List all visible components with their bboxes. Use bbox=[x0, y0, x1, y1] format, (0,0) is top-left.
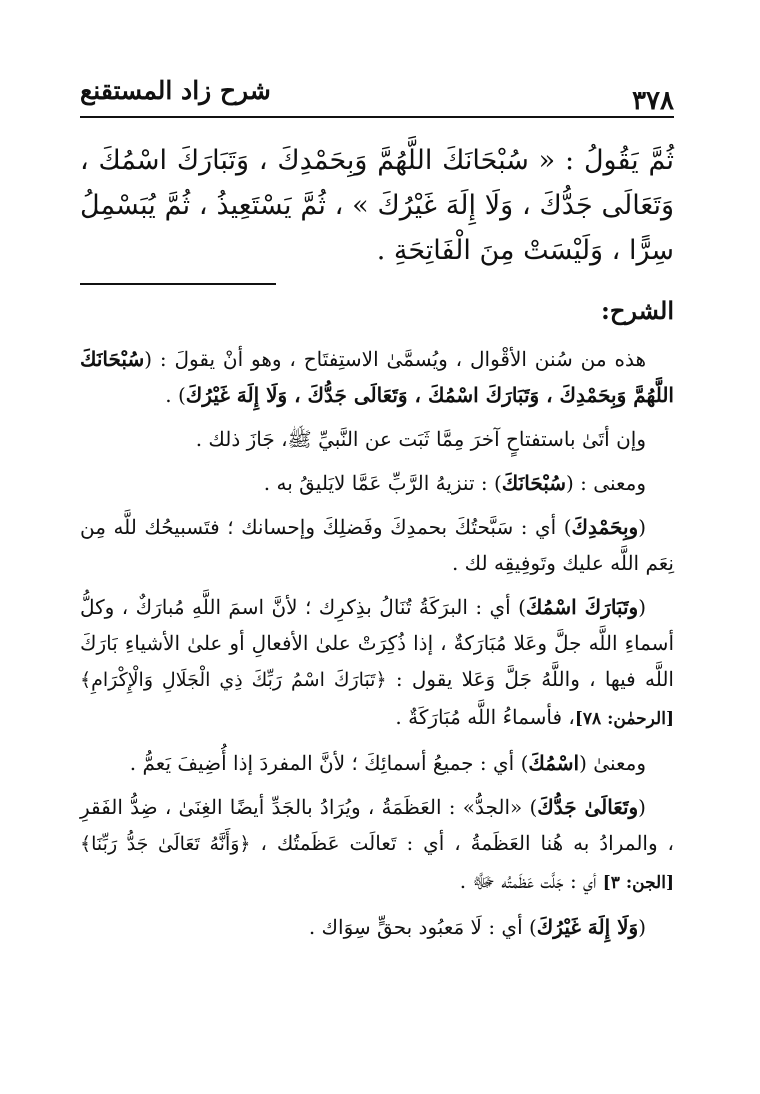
paragraph: (وتَبَارَكَ اسْمُكَ) أي : البرَكَةُ تُنَالُ بذِكرِك ؛ لأنَّ اسمَ اللَّهِ مُبارَكٌ ، وكلُّ أسماءِ اللَّه جلَّ وعَلا مُبَارَكةٌ ، إذا ذُكِرَتْ علىٰ الأفعالِ أو علىٰ الأشياءِ بَارَكَ اللَّه فيها ، واللَّهُ جَلَّ وَعَلا يقول : ﴿تَبَارَكَ اسْمُ رَبِّكَ ذِي الْجَلَالِ وَالْإِكْرَامِ﴾ [الرحمٰن: ٧٨]، فأسماءُ اللَّه مُبَارَكَةٌ . bbox=[80, 595, 674, 729]
paragraph: (وَلَا إِلَهَ غَيْرُكَ) أي : لَا مَعبُود بحقٍّ سِوَاك . bbox=[308, 915, 646, 939]
quran-verse: ﴿تَبَارَكَ اسْمُ رَبِّكَ ذِي الْجَلَالِ وَالْإِكْرَامِ﴾ bbox=[80, 669, 387, 691]
quoted-phrase: وتَعَالَىٰ جَدُّكَ bbox=[537, 795, 639, 819]
quoted-phrase: وتَبَارَكَ اسْمُكَ bbox=[525, 595, 639, 619]
quran-verse: ﴿وَأَنَّهُ تَعَالَىٰ جَدُّ رَبِّنَا﴾ bbox=[80, 833, 251, 855]
verse-reference: [الجن: ٣] bbox=[602, 873, 674, 893]
quoted-phrase: وبِحَمْدِكَ bbox=[571, 515, 639, 539]
matn-text: ثُمَّ يَقُولُ : « سُبْحَانَكَ اللَّهُمَّ وَبِحَمْدِكَ ، وَتَبَارَكَ اسْمُكَ ، وَتَعَالَى جَدُّكَ ، وَلَا إِلَهَ غَيْرُكَ » ، ثُمَّ يَسْتَعِيذُ ، ثُمَّ يُبَسْمِلُ سِرًّا ، وَلَيْسَتْ مِنَ الْفَاتِحَةِ . bbox=[80, 145, 674, 266]
commentary-heading: الشرح: bbox=[601, 296, 674, 325]
paragraph: ومعنى : (سُبْحَانَكَ) : تنزيهُ الرَّبِّ عَمَّا لايَليقُ به . bbox=[263, 471, 646, 495]
quoted-phrase: اسْمُكَ bbox=[528, 751, 580, 775]
matn-divider bbox=[80, 283, 276, 285]
paragraph: وإن أتَىٰ باستفتاحٍ آخرَ مِمَّا ثَبَت عن النَّبيِّ ﷺ، جَازَ ذلك . bbox=[195, 427, 646, 451]
quoted-phrase: سُبْحَانَكَ bbox=[501, 471, 567, 495]
running-title: شرح زاد المستقنع bbox=[80, 76, 271, 105]
page-header bbox=[80, 66, 674, 118]
paragraph: (وبِحَمْدِكَ) أي : سَبَّحتُكَ بحمدِكَ وفَضلِكَ وإحسانك ؛ فتَسبيحُك للَّه مِن نِعَم اللَّه عليك وتَوفِيقِه لك . bbox=[80, 515, 674, 575]
quoted-phrase: سُبْحَانَكَ اللَّهُمَّ وَبِحَمْدِكَ ، وَتَبَارَكَ اسْمُكَ ، وَتَعَالَى جَدُّكَ ، وَلَا إِلَهَ غَيْرُكَ bbox=[80, 347, 674, 407]
paragraph: هذه من سُنن الأقْوال ، ويُسمَّىٰ الاستِفتَاح ، وهو أنْ يقولَ : (سُبْحَانَكَ اللَّهُمَّ وَبِحَمْدِكَ ، وَتَبَارَكَ اسْمُكَ ، وَتَعَالَى جَدُّكَ ، وَلَا إِلَهَ غَيْرُكَ) . bbox=[80, 347, 674, 407]
paragraph: ومعنىٰ (اسْمُكَ) أي : جميعُ أسمائِكَ ؛ لأنَّ المفردَ إذا أُضِيفَ يَعمُّ . bbox=[129, 751, 646, 775]
quoted-phrase: وَلَا إِلَهَ غَيْرُكَ bbox=[536, 915, 639, 939]
verse-reference: [الرحمٰن: ٧٨] bbox=[574, 709, 674, 729]
commentary-body bbox=[80, 341, 674, 953]
page-number: ٣٧٨ bbox=[632, 86, 674, 116]
paragraph: (وتَعَالَىٰ جَدُّكَ) «الجدُّ» : العَظَمَةُ ، ويُرَادُ بالجَدِّ أيضًا الغِنَىٰ ، ضِدُّ الفَقرِ ، والمرادُ به هُنا العَظَمةُ ، أي : تَعالَت عَظَمتُك ، ﴿وَأَنَّهُ تَعَالَىٰ جَدُّ رَبِّنَا﴾ [الجن: ٣] أي : جَلَّت عَظَمتُه ﷻ . bbox=[80, 795, 675, 893]
